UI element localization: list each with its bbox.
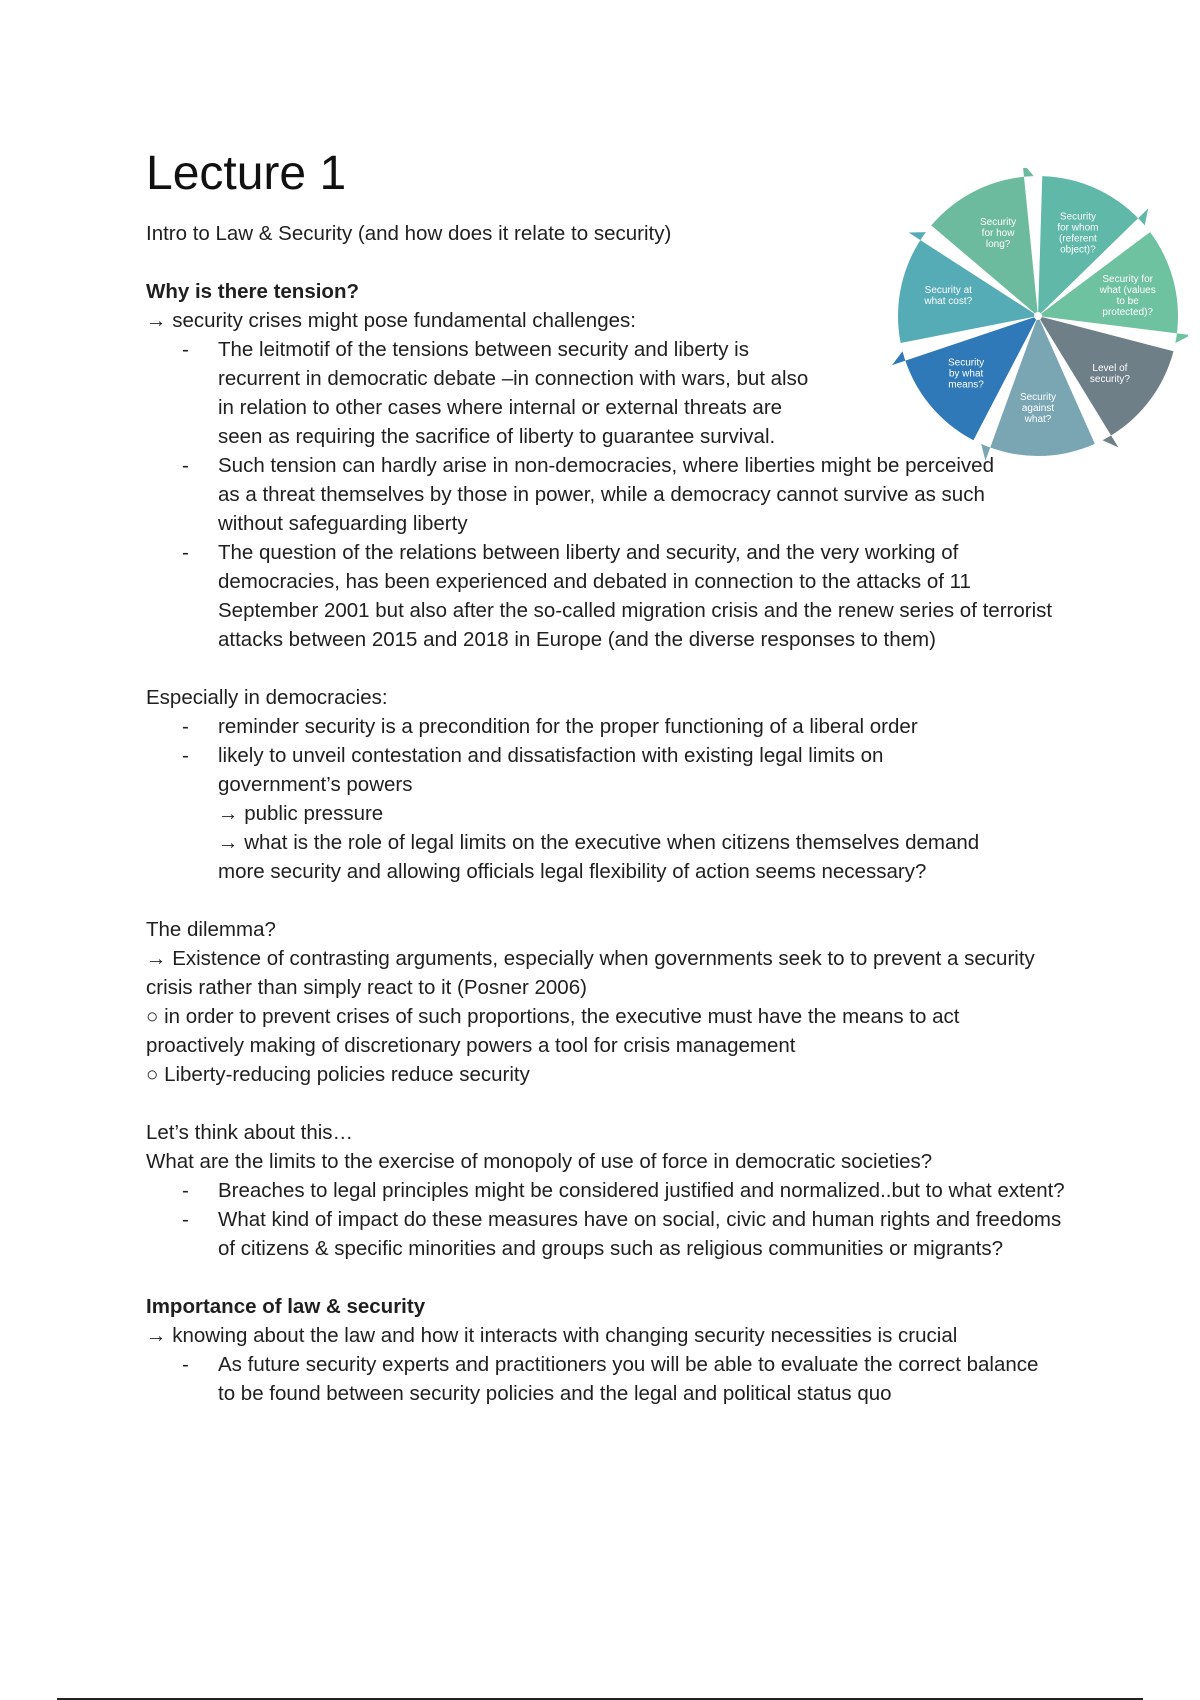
tension-heading: Why is there tension? bbox=[146, 279, 359, 303]
subtitle: Intro to Law & Security (and how does it relate to security) bbox=[146, 221, 672, 245]
wheel-segment-label: Security at what cost? bbox=[924, 285, 973, 308]
think-bullet-2: - What kind of impact do these measures have on social, civic and human rights and freedoms of citizens & specific minorities and groups such as religious communities or migrants? bbox=[218, 1205, 1078, 1263]
democracies-sub-2: → what is the role of legal limits on the executive when citizens themselves demand more security and allowing officials legal flexibility of action seems necessary? bbox=[218, 830, 980, 883]
importance-heading: Importance of law & security bbox=[146, 1294, 426, 1318]
wheel-segment-label: Level of security? bbox=[1089, 362, 1130, 385]
wheel-segment-label: Security for how long? bbox=[980, 217, 1017, 251]
democracies-bullet-1: - reminder security is a precondition for the proper functioning of a liberal order bbox=[218, 712, 1106, 741]
wheel-segment-label: Security by what means? bbox=[948, 357, 985, 391]
importance-list bbox=[146, 1350, 1106, 1408]
democracies-bullet-2-text: - likely to unveil contestation and dissatisfaction with existing legal limits on government’s powers bbox=[218, 743, 884, 796]
dilemma-line-2: ○ in order to prevent crises of such proportions, the executive must have the means to act proactively making of discretionary powers a tool for crisis management bbox=[146, 1004, 960, 1057]
tension-bullet-3: - The question of the relations between liberty and security, and the very working of democracies, has been experienced and debated in connection to the attacks of 11 September 2001 but also after the so-called migration crisis and the renew series of terrorist attacks between 2015 and 2018 in Europe (and the diverse responses to them) bbox=[218, 538, 1058, 654]
democracies-bullet-2 bbox=[218, 741, 998, 886]
importance-bullet-1: - As future security experts and practitioners you will be able to evaluate the correct balance to be found between security policies and the legal and political status quo bbox=[218, 1350, 1058, 1408]
wheel-segment-label: Security against what? bbox=[1019, 392, 1057, 425]
tension-bullet-1: - The leitmotif of the tensions between security and liberty is recurrent in democratic debate –in connection with wars, but also in relation to other cases where internal or external threats are seen as requiring the sacrifice of liberty to guarantee survival. bbox=[218, 335, 818, 451]
page-title: Lecture 1 bbox=[146, 147, 347, 200]
wheel-segment-label: Security for what (values to be protected)? bbox=[1099, 274, 1156, 319]
dilemma-line-3: ○ Liberty-reducing policies reduce security bbox=[146, 1062, 530, 1086]
democracies-list bbox=[146, 712, 1106, 886]
democracies-heading: Especially in democracies: bbox=[146, 685, 388, 709]
tension-list bbox=[146, 335, 1106, 654]
dilemma-line-1: → Existence of contrasting arguments, especially when governments seek to to prevent a security crisis rather than simply react to it (Posner 2006) bbox=[146, 946, 1035, 999]
dilemma-heading: The dilemma? bbox=[146, 917, 276, 941]
democracies-sub-1: → public pressure bbox=[218, 801, 384, 825]
think-bullet-1: - Breaches to legal principles might be considered justified and normalized..but to what extent? bbox=[218, 1176, 1078, 1205]
think-list bbox=[146, 1176, 1106, 1263]
document-page bbox=[146, 148, 1106, 1408]
wheel-segment-label: Security for whom (referent object)? bbox=[1057, 211, 1099, 256]
tension-lead: → security crises might pose fundamental challenges: bbox=[146, 308, 636, 332]
tension-bullet-2: - Such tension can hardly arise in non-democracies, where liberties might be perceived as a threat themselves by those in power, while a democracy cannot survive as such without safeguarding liberty bbox=[218, 451, 998, 538]
think-heading: Let’s think about this… bbox=[146, 1120, 354, 1144]
think-question: What are the limits to the exercise of monopoly of use of force in democratic societies? bbox=[146, 1149, 933, 1173]
importance-lead: → knowing about the law and how it interacts with changing security necessities is crucial bbox=[146, 1323, 958, 1347]
